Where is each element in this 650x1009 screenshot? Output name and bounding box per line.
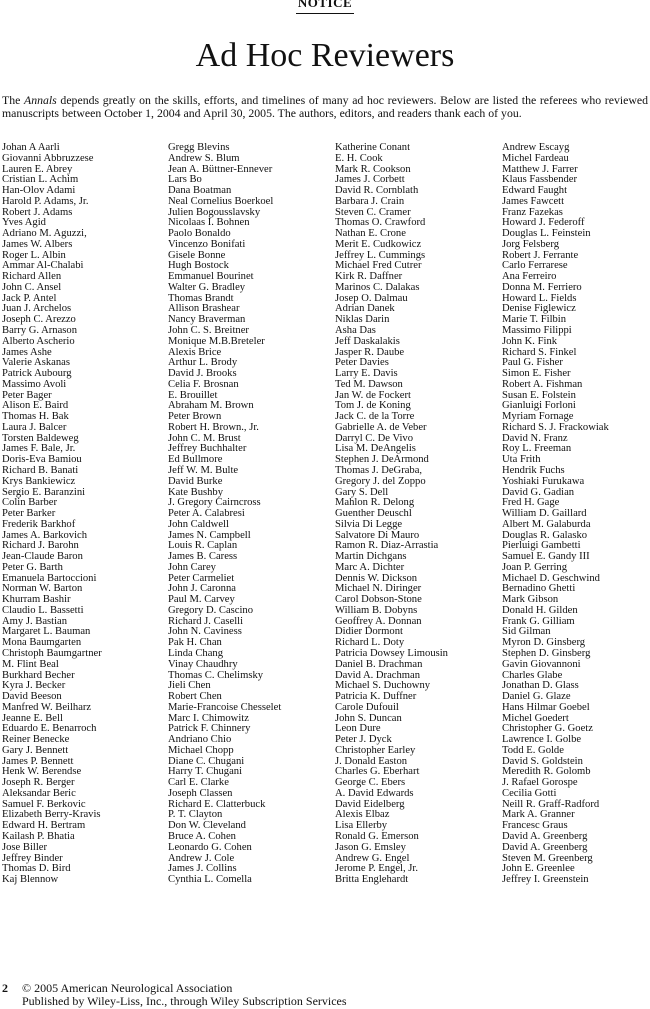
reviewer-name: Peter A. Calabresi xyxy=(168,508,245,520)
reviewer-name: Marinos C. Dalakas xyxy=(335,281,420,293)
reviewer-name: Michael Fred Cutrer xyxy=(335,260,422,272)
reviewer-name: Pierluigi Gambetti xyxy=(502,540,581,552)
intro-paragraph xyxy=(2,94,648,120)
reviewer-name: Richard J. Barohn xyxy=(2,540,79,552)
reviewer-name: Carol Dobson-Stone xyxy=(335,594,422,606)
reviewer-name: John Caldwell xyxy=(168,518,229,530)
reviewer-name: John C. S. Breitner xyxy=(168,325,249,337)
reviewer-name: Henk W. Berendse xyxy=(2,766,82,778)
reviewer-name: Louis R. Caplan xyxy=(168,540,238,552)
reviewer-name: John Carey xyxy=(168,561,216,573)
reviewer-name: Jeff W. M. Bulte xyxy=(168,464,239,476)
reviewer-name: Robert J. Ferrante xyxy=(502,249,579,261)
reviewer-name: James F. Bale, Jr. xyxy=(2,443,76,455)
reviewer-name: Don W. Cleveland xyxy=(168,820,246,832)
reviewer-name: William D. Gaillard xyxy=(502,508,587,520)
reviewer-name: Mahlon R. Delong xyxy=(335,497,415,509)
reviewer-name: Simon E. Fisher xyxy=(502,368,571,380)
reviewer-name: Nancy Braverman xyxy=(168,314,246,326)
reviewer-name: Robert Chen xyxy=(168,691,222,703)
reviewer-name: Ed Bullmore xyxy=(168,454,223,466)
reviewer-name: Carole Dufouil xyxy=(335,701,399,713)
reviewer-name: Susan E. Folstein xyxy=(502,389,576,401)
reviewer-name: Samuel F. Berkovic xyxy=(2,798,86,810)
reviewer-name: Britta Englehardt xyxy=(335,874,409,886)
reviewer-name: Peter Bager xyxy=(2,389,52,401)
reviewer-name: Donna M. Ferriero xyxy=(502,281,582,293)
reviewer-name: Joan P. Gerring xyxy=(502,561,568,573)
reviewer-name: Nicolaas I. Bohnen xyxy=(168,217,250,229)
reviewer-name: Todd E. Golde xyxy=(502,744,564,756)
reviewer-name: Joseph R. Berger xyxy=(2,777,75,789)
reviewer-name: Alexis Brice xyxy=(168,346,222,358)
reviewer-name: Jeffrey Binder xyxy=(2,852,63,864)
reviewer-name: Thomas H. Bak xyxy=(2,411,69,423)
reviewer-column-2 xyxy=(168,143,281,886)
reviewer-name: Emmanuel Bourinet xyxy=(168,271,254,283)
reviewer-column-3 xyxy=(335,143,448,886)
reviewer-name: Jeff Daskalakis xyxy=(335,335,400,347)
reviewer-name: Cynthia L. Comella xyxy=(168,874,252,886)
reviewer-name: Mona Baumgarten xyxy=(2,637,82,649)
reviewer-name: Jean A. Büttner-Ennever xyxy=(168,163,273,175)
reviewer-name: Yoshiaki Furukawa xyxy=(502,475,585,487)
reviewer-name: Michael D. Geschwind xyxy=(502,572,600,584)
reviewer-name: Julien Bogousslavsky xyxy=(168,206,261,218)
reviewer-name: William B. Dobyns xyxy=(335,604,418,616)
reviewer-name: Harry T. Chugani xyxy=(168,766,243,778)
reviewer-name: Allison Brashear xyxy=(168,303,240,315)
reviewer-name: Peter Barker xyxy=(2,508,56,520)
reviewer-name: Pak H. Chan xyxy=(168,637,222,649)
reviewer-name: Robert H. Brown., Jr. xyxy=(168,421,259,433)
reviewer-name: Jeffrey L. Cummings xyxy=(335,249,426,261)
reviewer-name: Gavin Giovannoni xyxy=(502,658,581,670)
reviewer-name: Gary J. Bennett xyxy=(2,744,69,756)
reviewer-name: Kaj Blennow xyxy=(2,874,59,886)
reviewer-name: Gregory D. Cascino xyxy=(168,604,254,616)
reviewer-name: Guenther Deuschl xyxy=(335,508,412,520)
reviewer-name: Myron D. Ginsberg xyxy=(502,637,586,649)
reviewer-name: Mark Gibson xyxy=(502,594,559,606)
reviewer-name: David N. Franz xyxy=(502,432,568,444)
reviewer-name: Walter G. Bradley xyxy=(168,281,246,293)
reviewer-name: Patrick F. Chinnery xyxy=(168,723,251,735)
reviewer-name: Jean-Claude Baron xyxy=(2,551,83,563)
reviewer-name: Bernadino Ghetti xyxy=(502,583,576,595)
reviewer-name: Lars Bo xyxy=(168,174,202,186)
reviewer-name: Niklas Darin xyxy=(335,314,390,326)
reviewer-name: Elizabeth Berry-Kravis xyxy=(2,809,101,821)
reviewer-name: Richard B. Banati xyxy=(2,464,79,476)
reviewer-name: Larry E. Davis xyxy=(335,368,398,380)
reviewer-name: Howard J. Federoff xyxy=(502,217,585,229)
reviewer-name: Lauren E. Abrey xyxy=(2,163,73,175)
copyright: © 2005 American Neurological Association xyxy=(22,981,233,995)
reviewer-name: Sergio E. Baranzini xyxy=(2,486,86,498)
reviewer-name: Franz Fazekas xyxy=(502,206,563,218)
reviewer-name: Joseph Classen xyxy=(168,787,233,799)
reviewer-name: Kyra J. Becker xyxy=(2,680,66,692)
reviewer-name: Richard S. Finkel xyxy=(502,346,577,358)
reviewer-name: J. Donald Easton xyxy=(335,755,408,767)
reviewer-name: Eduardo E. Benarroch xyxy=(2,723,97,735)
reviewer-name: Ammar Al-Chalabi xyxy=(2,260,84,272)
reviewer-name: Jason G. Emsley xyxy=(335,841,406,853)
reviewer-name: Stephen D. Ginsberg xyxy=(502,647,591,659)
reviewer-name: Charles Glabe xyxy=(502,669,563,681)
reviewer-name: A. David Edwards xyxy=(335,787,414,799)
reviewer-name: Peter Brown xyxy=(168,411,222,423)
reviewer-name: Asha Das xyxy=(335,325,376,337)
reviewer-name: Howard L. Fields xyxy=(502,292,577,304)
reviewer-name: Jose Biller xyxy=(2,841,48,853)
reviewer-name: Doris-Eva Bamiou xyxy=(2,454,82,466)
reviewer-name: Merit E. Cudkowicz xyxy=(335,238,422,250)
reviewer-name: Ramon R. Diaz-Arrastia xyxy=(335,540,439,552)
reviewer-name: Torsten Baldeweg xyxy=(2,432,79,444)
reviewer-name: Thomas J. DeGraba, xyxy=(335,464,423,476)
reviewer-name: J. Gregory Cairncross xyxy=(168,497,261,509)
reviewer-name: James Fawcett xyxy=(502,195,565,207)
reviewer-name: Stephen J. DeArmond xyxy=(335,454,429,466)
reviewer-name: Steven C. Cramer xyxy=(335,206,411,218)
reviewer-name: Salvatore Di Mauro xyxy=(335,529,420,541)
reviewer-name: Nathan E. Crone xyxy=(335,228,406,240)
reviewer-name: Cristian L. Achim xyxy=(2,174,79,186)
reviewer-name: Peter Davies xyxy=(335,357,389,369)
reviewer-name: James P. Bennett xyxy=(2,755,74,767)
reviewer-name: Barbara J. Crain xyxy=(335,195,405,207)
reviewer-name: Carl E. Clarke xyxy=(168,777,229,789)
reviewer-name: Laura J. Balcer xyxy=(2,421,67,433)
reviewer-name: Jeanne E. Bell xyxy=(2,712,63,724)
reviewer-name: Krys Bankiewicz xyxy=(2,475,76,487)
reviewer-name: Marie-Francoise Chesselet xyxy=(168,701,282,713)
reviewer-name: James B. Caress xyxy=(168,551,238,563)
reviewer-name: Klaus Fassbender xyxy=(502,174,578,186)
page-title: Ad Hoc Reviewers xyxy=(195,37,455,74)
reviewer-name: James J. Collins xyxy=(168,863,237,875)
reviewer-name: John E. Greenlee xyxy=(502,863,575,875)
reviewer-name: Richard J. Caselli xyxy=(168,615,244,627)
reviewer-name: Leon Dure xyxy=(335,723,381,735)
reviewer-name: Douglas R. Galasko xyxy=(502,529,588,541)
reviewer-name: George C. Ebers xyxy=(335,777,406,789)
reviewer-name: Neal Cornelius Boerkoel xyxy=(168,195,274,207)
reviewer-name: Peter Carmeliet xyxy=(168,572,235,584)
reviewer-name: Monique M.B.Breteler xyxy=(168,335,265,347)
reviewer-name: Giovanni Abbruzzese xyxy=(2,152,94,164)
reviewer-name: Roger L. Albin xyxy=(2,249,66,261)
reviewer-name: Paul M. Carvey xyxy=(168,594,235,606)
reviewer-name: Vinay Chaudhry xyxy=(168,658,238,670)
reviewer-name: Richard Allen xyxy=(2,271,62,283)
reviewer-name: Kailash P. Bhatia xyxy=(2,831,75,842)
intro-text: depends greatly on the skills, efforts, and timelines of many ad hoc reviewers. Below are listed the referees who reviewed manuscripts between October 1, 2004 and April 30, 2005. The authors, editors, and readers thank each of you. xyxy=(2,93,649,121)
reviewer-name: Frederik Barkhof xyxy=(2,518,76,530)
reviewer-name: Aleksandar Beric xyxy=(2,787,76,799)
reviewer-name: Andrew S. Blum xyxy=(168,152,240,164)
reviewer-name: Charles G. Eberhart xyxy=(335,766,420,778)
reviewer-name: John S. Duncan xyxy=(335,712,402,724)
reviewer-name: Michel Goedert xyxy=(502,712,569,724)
reviewer-name: Christoph Baumgartner xyxy=(2,647,102,659)
reviewer-name: Marie T. Filbin xyxy=(502,314,567,326)
reviewer-name: David A. Greenberg xyxy=(502,831,588,842)
page-footer xyxy=(2,982,347,1008)
reviewer-name: Gabrielle A. de Veber xyxy=(335,421,427,433)
reviewer-name: Andrew Escayg xyxy=(502,142,570,153)
reviewer-name: Jeffrey I. Greenstein xyxy=(502,874,589,886)
reviewer-name: Cecilia Gotti xyxy=(502,787,557,799)
reviewer-name: Yves Agid xyxy=(2,217,46,229)
reviewer-name: Carlo Ferrarese xyxy=(502,260,568,272)
reviewer-name: Katherine Conant xyxy=(335,142,411,153)
reviewer-name: Edward Faught xyxy=(502,185,568,197)
reviewer-name: John N. Caviness xyxy=(168,626,242,638)
reviewer-name: Daniel G. Glaze xyxy=(502,691,571,703)
reviewer-name: David Beeson xyxy=(2,691,62,703)
reviewer-name: Marc I. Chimowitz xyxy=(168,712,249,724)
reviewer-name: Christopher G. Goetz xyxy=(502,723,593,735)
reviewer-name: Michel Fardeau xyxy=(502,152,569,164)
reviewer-name: Christopher Earley xyxy=(335,744,416,756)
reviewer-name: Uta Frith xyxy=(502,454,541,466)
reviewer-name: Darryl C. De Vivo xyxy=(335,432,414,444)
reviewer-name: Jeffrey Buchhalter xyxy=(168,443,247,455)
reviewer-name: Jack C. de la Torre xyxy=(335,411,415,423)
reviewer-name: Manfred W. Beilharz xyxy=(2,701,92,713)
reviewer-column-4 xyxy=(502,143,609,886)
reviewer-name: Robert A. Fishman xyxy=(502,378,583,390)
reviewer-name: Adrian Danek xyxy=(335,303,395,315)
reviewer-name: Gregg Blevins xyxy=(168,142,230,153)
intro-pre: The xyxy=(2,93,24,107)
reviewer-name: Thomas C. Chelimsky xyxy=(168,669,264,681)
reviewer-name: Gregory J. del Zoppo xyxy=(335,475,426,487)
reviewer-name: James N. Campbell xyxy=(168,529,251,541)
reviewer-name: Douglas L. Feinstein xyxy=(502,228,591,240)
reviewer-name: Michael N. Diringer xyxy=(335,583,422,595)
reviewer-name: Josep O. Dalmau xyxy=(335,292,408,304)
reviewer-name: Donald H. Gilden xyxy=(502,604,578,616)
reviewer-name: Patricia Dowsey Limousin xyxy=(335,647,448,659)
reviewer-name: E. H. Cook xyxy=(335,152,383,164)
reviewer-column-1 xyxy=(2,143,102,886)
reviewer-name: Lisa Ellerby xyxy=(335,820,388,832)
reviewer-name: Neill R. Graff-Radford xyxy=(502,798,600,810)
reviewer-name: P. T. Clayton xyxy=(168,809,223,821)
reviewer-name: Thomas Brandt xyxy=(168,292,234,304)
reviewer-name: Vincenzo Bonifati xyxy=(168,238,246,250)
page-number: 2 xyxy=(2,981,8,995)
reviewer-name: Reiner Benecke xyxy=(2,734,70,746)
reviewer-name: Jonathan D. Glass xyxy=(502,680,579,692)
reviewer-name: Richard L. Doty xyxy=(335,637,405,649)
reviewer-name: Hans Hilmar Goebel xyxy=(502,701,590,713)
reviewer-name: Tom J. de Koning xyxy=(335,400,411,412)
reviewer-name: Gianluigi Forloni xyxy=(502,400,576,412)
reviewer-name: Frank G. Gilliam xyxy=(502,615,575,627)
reviewer-name: Patricia K. Duffner xyxy=(335,691,417,703)
reviewer-name: Margaret L. Bauman xyxy=(2,626,91,638)
reviewer-name: Dennis W. Dickson xyxy=(335,572,418,584)
reviewer-name: James J. Corbett xyxy=(335,174,405,186)
reviewer-name: James W. Albers xyxy=(2,238,73,250)
reviewer-name: Leonardo G. Cohen xyxy=(168,841,252,853)
reviewer-name: Geoffrey A. Donnan xyxy=(335,615,422,627)
reviewer-name: David R. Cornblath xyxy=(335,185,419,197)
reviewer-name: Andrew G. Engel xyxy=(335,852,410,864)
reviewer-name: Jerome P. Engel, Jr. xyxy=(335,863,418,875)
reviewer-name: Marc A. Dichter xyxy=(335,561,405,573)
reviewer-name: Thomas D. Bird xyxy=(2,863,71,875)
reviewer-name: Martin Dichgans xyxy=(335,551,407,563)
reviewer-name: Massimo Filippi xyxy=(502,325,572,337)
reviewer-name: David A. Greenberg xyxy=(502,841,588,853)
reviewer-name: Jasper R. Daube xyxy=(335,346,405,358)
reviewer-name: Dana Boatman xyxy=(168,185,232,197)
reviewer-name: Jorg Felsberg xyxy=(502,238,559,250)
reviewer-name: Ted M. Dawson xyxy=(335,378,403,390)
reviewer-name: Jan W. de Fockert xyxy=(335,389,411,401)
journal-name: Annals xyxy=(24,93,57,107)
notice-underline xyxy=(296,13,354,14)
reviewer-name: M. Flint Beal xyxy=(2,658,59,670)
reviewer-name: Paul G. Fisher xyxy=(502,357,563,369)
reviewer-name: Jack P. Antel xyxy=(2,292,57,304)
reviewer-name: Diane C. Chugani xyxy=(168,755,245,767)
reviewer-name: Harold P. Adams, Jr. xyxy=(2,195,89,207)
reviewer-name: Lawrence I. Golbe xyxy=(502,734,582,746)
reviewer-name: Patrick Aubourg xyxy=(2,368,72,380)
reviewer-name: Burkhard Becher xyxy=(2,669,75,681)
reviewer-name: Kate Bushby xyxy=(168,486,224,498)
reviewer-name: Bruce A. Cohen xyxy=(168,831,236,842)
reviewer-name: Michael S. Duchowny xyxy=(335,680,431,692)
reviewer-name: Myriam Fornage xyxy=(502,411,574,423)
reviewer-name: Peter J. Dyck xyxy=(335,734,392,746)
reviewer-name: Massimo Avoli xyxy=(2,378,67,390)
reviewer-name: Gary S. Dell xyxy=(335,486,389,498)
reviewer-name: Celia F. Brosnan xyxy=(168,378,239,390)
reviewer-name: Abraham M. Brown xyxy=(168,400,254,412)
reviewer-name: Arthur L. Brody xyxy=(168,357,238,369)
reviewer-name: Andrew J. Cole xyxy=(168,852,235,864)
reviewer-name: Samuel E. Gandy III xyxy=(502,551,590,563)
reviewer-name: Adriano M. Aguzzi, xyxy=(2,228,87,240)
reviewer-name: Khurram Bashir xyxy=(2,594,71,606)
reviewer-name: Alberto Ascherio xyxy=(2,335,75,347)
reviewer-name: Gisele Bonne xyxy=(168,249,226,261)
reviewer-name: Jieli Chen xyxy=(168,680,211,692)
reviewer-name: David J. Brooks xyxy=(168,368,237,380)
reviewer-name: David Eidelberg xyxy=(335,798,405,810)
notice-label: NOTICE xyxy=(297,0,353,10)
reviewer-name: Mark R. Cookson xyxy=(335,163,411,175)
reviewer-name: Ana Ferreiro xyxy=(502,271,557,283)
reviewer-name: Meredith R. Golomb xyxy=(502,766,591,778)
reviewer-name: Albert M. Galaburda xyxy=(502,518,591,530)
reviewer-name: Paolo Bonaldo xyxy=(168,228,231,240)
reviewer-name: John K. Fink xyxy=(502,335,558,347)
reviewer-name: Alison E. Baird xyxy=(2,400,69,412)
reviewer-name: Johan A Aarli xyxy=(2,142,60,153)
reviewer-name: Claudio L. Bassetti xyxy=(2,604,84,616)
publisher-line: Published by Wiley-Liss, Inc., through Wiley Subscription Services xyxy=(22,994,347,1008)
reviewer-name: Denise Figlewicz xyxy=(502,303,576,315)
reviewer-name: Juan J. Archelos xyxy=(2,303,72,315)
reviewer-name: Michael Chopp xyxy=(168,744,234,756)
reviewer-name: Lisa M. DeAngelis xyxy=(335,443,416,455)
reviewer-name: Kirk R. Daffner xyxy=(335,271,403,283)
reviewer-name: Valerie Askanas xyxy=(2,357,70,369)
reviewer-name: James Ashe xyxy=(2,346,52,358)
reviewer-name: Sid Gilman xyxy=(502,626,551,638)
reviewer-name: Amy J. Bastian xyxy=(2,615,68,627)
reviewer-name: John C. M. Brust xyxy=(168,432,241,444)
reviewer-name: David G. Gadian xyxy=(502,486,575,498)
reviewer-name: Didier Dormont xyxy=(335,626,403,638)
reviewer-name: Peter G. Barth xyxy=(2,561,63,573)
reviewer-name: Colin Barber xyxy=(2,497,58,509)
reviewer-name: David Burke xyxy=(168,475,223,487)
reviewer-name: Mark A. Granner xyxy=(502,809,575,821)
reviewer-name: Thomas O. Crawford xyxy=(335,217,426,229)
reviewer-name: Matthew J. Farrer xyxy=(502,163,578,175)
reviewer-name: Fred H. Gage xyxy=(502,497,560,509)
reviewer-name: Alexis Elbaz xyxy=(335,809,390,821)
reviewer-name: Linda Chang xyxy=(168,647,224,659)
reviewer-name: Emanuela Bartoccioni xyxy=(2,572,97,584)
reviewer-name: Hendrik Fuchs xyxy=(502,464,565,476)
reviewer-name: Steven M. Greenberg xyxy=(502,852,593,864)
reviewer-name: Hugh Bostock xyxy=(168,260,229,272)
reviewer-name: Norman W. Barton xyxy=(2,583,83,595)
reviewer-name: Daniel B. Drachman xyxy=(335,658,423,670)
reviewer-name: John C. Ansel xyxy=(2,281,62,293)
reviewer-name: Richard S. J. Frackowiak xyxy=(502,421,609,433)
reviewer-name: Edward H. Bertram xyxy=(2,820,86,832)
reviewer-name: James A. Barkovich xyxy=(2,529,88,541)
reviewer-name: Francesc Graus xyxy=(502,820,568,832)
reviewer-name: John J. Caronna xyxy=(168,583,236,595)
reviewer-name: Richard E. Clatterbuck xyxy=(168,798,266,810)
reviewer-name: David A. Drachman xyxy=(335,669,421,681)
reviewer-name: Robert J. Adams xyxy=(2,206,73,218)
reviewer-name: Andriano Chio xyxy=(168,734,232,746)
reviewer-name: Barry G. Arnason xyxy=(2,325,78,337)
reviewer-name: Silvia Di Legge xyxy=(335,518,403,530)
reviewer-name: Han-Olov Adami xyxy=(2,185,76,197)
reviewer-name: E. Brouillet xyxy=(168,389,218,401)
reviewer-name: J. Rafael Gorospe xyxy=(502,777,578,789)
reviewer-name: Ronald G. Emerson xyxy=(335,831,419,842)
reviewer-name: David S. Goldstein xyxy=(502,755,583,767)
reviewer-name: Joseph C. Arezzo xyxy=(2,314,76,326)
reviewer-name: Roy L. Freeman xyxy=(502,443,572,455)
